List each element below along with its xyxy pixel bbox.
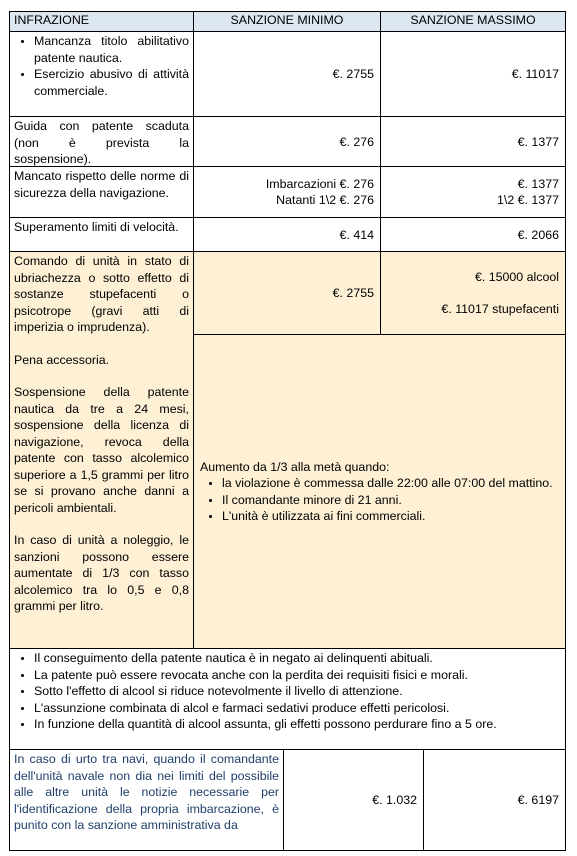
infrazione-cell: Guida con patente scaduta (non è prevista la sospensione). — [10, 117, 194, 166]
header-sanzione-massimo: SANZIONE MASSIMO — [410, 13, 536, 27]
sanzione-massimo-cell — [381, 167, 565, 217]
infrazione-cell — [10, 252, 194, 648]
infrazione-cell: Superamento limiti di velocità. — [10, 218, 194, 251]
note-item: • In funzione della quantità di alcool assunta, gli effetti possono perdurare fino a 5 ore. — [34, 716, 561, 733]
table-row — [9, 166, 566, 217]
max-value: €. 1377 — [517, 134, 559, 149]
max-value: €. 6197 — [517, 793, 559, 807]
noleggio-text: In caso di unità a noleggio, le sanzioni possono essere aumentate di 1/3 con tasso alcolemico tra lo 0,5 e 0,8 grammi per litro. — [14, 533, 189, 613]
min-value: €. 2755 — [332, 286, 374, 300]
table-row — [9, 31, 566, 116]
sanzione-massimo-cell — [381, 117, 565, 166]
list-item: • Esercizio abusivo di attività commerciale. — [34, 66, 189, 99]
table-row — [9, 217, 566, 251]
min-value-natanti: Natanti 1\2 €. 276 — [276, 193, 374, 207]
min-value-imbarcazioni: Imbarcazioni €. 276 — [265, 177, 374, 191]
note-item: • Sotto l'effetto di alcool si riduce notevolmente il livello di attenzione. — [34, 683, 561, 700]
aggravanti-title: Aumento da 1/3 alla metà quando: — [200, 459, 390, 474]
min-value: €. 2755 — [332, 67, 374, 81]
header-infrazione: INFRAZIONE — [10, 12, 194, 31]
infrazione-cell: Mancato rispetto delle norme di sicurezza della navigazione. — [10, 167, 194, 217]
table-row — [9, 116, 566, 166]
sanzione-massimo-cell — [424, 750, 565, 850]
header-sanzione-minimo: SANZIONE MINIMO — [194, 12, 381, 31]
sanzione-massimo-cell — [381, 218, 565, 251]
min-value: €. 414 — [339, 227, 374, 242]
list-item: • Il comandante minore di 21 anni. — [222, 492, 553, 509]
sospensione-text: Sospensione della patente nautica da tre a 24 mesi, sospensione della licenza di navigazione, revoca della patente con tasso alcolemico superiore a 1,5 grammi per litro se si provano anche danni a pericoli ambientali. — [14, 385, 189, 515]
notes-row — [9, 648, 566, 749]
pena-accessoria-label: Pena accessoria. — [14, 352, 110, 367]
min-value: €. 1.032 — [372, 793, 417, 807]
list-item: • la violazione è commessa dalle 22:00 alle 07:00 del mattino. — [222, 475, 553, 492]
min-value: €. 276 — [339, 134, 374, 149]
note-item: • Il conseguimento della patente nautica è in negato ai delinquenti abituali. — [34, 650, 561, 667]
sanctions-table — [9, 11, 566, 851]
list-item: • L'unità è utilizzata ai fini commerciali. — [222, 508, 553, 525]
max-value-alcool: €. 15000 alcool — [474, 270, 559, 285]
sanzione-minimo-cell — [194, 32, 381, 116]
collision-row — [9, 749, 566, 851]
note-item: • La patente può essere revocata anche con la perdita dei requisiti fisici e morali. — [34, 667, 561, 684]
max-value-imbarcazioni: €. 1377 — [517, 177, 559, 191]
aggravanti-cell — [194, 335, 565, 648]
alcool-sanctions — [194, 252, 565, 648]
table-header — [9, 11, 566, 31]
sanzione-massimo-cell — [381, 252, 565, 334]
infrazione-cell — [10, 32, 194, 116]
sanzione-massimo-cell — [381, 32, 565, 116]
max-value-natanti: 1\2 €. 1377 — [496, 193, 559, 207]
sanzione-minimo-cell — [194, 117, 381, 166]
list-item: • Mancanza titolo abilitativo patente nautica. — [34, 33, 189, 66]
alcool-description: Comando di unità in stato di ubriachezza o sotto effetto di sostanze stupefacenti o psicotrope (gravi atti di imperizia o imprudenza). — [14, 254, 189, 334]
max-value-stupefacenti: €. 11017 stupefacenti — [441, 301, 559, 316]
note-item: • L'assunzione combinata di alcol e farmaci sedativi produce effetti pericolosi. — [34, 700, 561, 717]
max-value: €. 2066 — [517, 227, 559, 242]
collision-text: In caso di urto tra navi, quando il comandante dell'unità navale non dia nei limiti del possibile alle altre unità le notizie necessarie per l'identificazione della propria imbarcazione, è punito con la sanzione amministrativa da — [10, 750, 284, 850]
sanzione-minimo-cell — [284, 750, 424, 850]
notes-cell — [10, 649, 565, 749]
sanzione-minimo-cell — [194, 167, 381, 217]
sanzione-minimo-cell — [194, 218, 381, 251]
sanzione-minimo-cell — [194, 252, 381, 334]
table-row-alcool — [9, 251, 566, 648]
max-value: €. 11017 — [511, 67, 559, 81]
